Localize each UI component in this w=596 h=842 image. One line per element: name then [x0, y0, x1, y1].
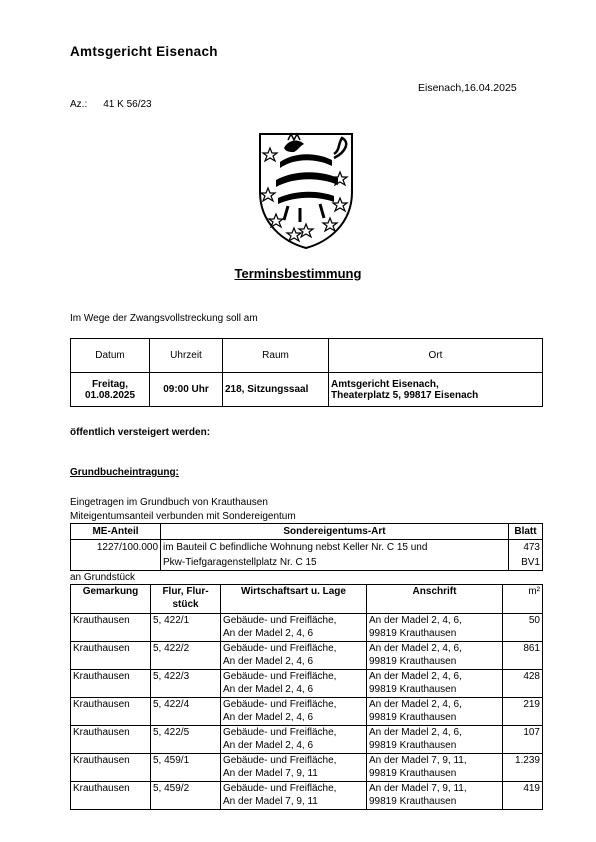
place-date: Eisenach,16.04.2025: [418, 82, 517, 94]
cell-anteil-empty: [71, 555, 161, 571]
cell-qm: 861: [503, 642, 543, 670]
table-row: [71, 614, 543, 642]
header-anschrift: Anschrift: [367, 585, 503, 614]
header-uhrzeit: Uhrzeit: [150, 339, 223, 373]
cell-wirtschaftsart: Gebäude- und Freifläche, An der Madel 7, 9, 11: [221, 754, 367, 782]
header-ort: Ort: [329, 339, 543, 373]
cell-wirtschaftsart: Gebäude- und Freifläche, An der Madel 7, 9, 11: [221, 782, 367, 810]
cell-flur: 5, 459/2: [151, 782, 221, 810]
cell-blatt-line1: 473: [509, 540, 543, 556]
intro-text: Im Wege der Zwangsvollstreckung soll am: [70, 313, 258, 324]
table-row: [71, 754, 543, 782]
table-row: [71, 782, 543, 810]
cell-anschrift: An der Madel 2, 4, 6, 99819 Krauthausen: [367, 642, 503, 670]
co-ownership-table: [70, 523, 543, 571]
document-title: Terminsbestimmung: [234, 266, 362, 281]
grundstueck-header-row: [71, 585, 543, 614]
cell-blatt-line2: BV1: [509, 555, 543, 571]
cell-qm: 219: [503, 698, 543, 726]
header-blatt: Blatt: [509, 524, 543, 540]
cell-anschrift: An der Madel 7, 9, 11, 99819 Krauthausen: [367, 782, 503, 810]
cell-qm: 107: [503, 726, 543, 754]
termin-row: [71, 373, 543, 407]
table-row: [71, 726, 543, 754]
cell-anschrift: An der Madel 2, 4, 6, 99819 Krauthausen: [367, 698, 503, 726]
cell-ort: Amtsgericht Eisenach, Theaterplatz 5, 99817 Eisenach: [329, 373, 543, 407]
termin-table: [70, 338, 543, 407]
cell-qm: 1.239: [503, 754, 543, 782]
co-ownership-row: [71, 540, 543, 556]
cell-qm: 419: [503, 782, 543, 810]
table-row: [71, 642, 543, 670]
co-ownership-header-row: [71, 524, 543, 540]
cell-gemarkung: Krauthausen: [71, 670, 151, 698]
cell-flur: 5, 422/5: [151, 726, 221, 754]
file-reference-label: Az.:: [70, 99, 88, 110]
header-sondereigentum: Sondereigentums-Art: [161, 524, 509, 540]
cell-flur: 5, 459/1: [151, 754, 221, 782]
file-reference-number: 41 K 56/23: [103, 99, 152, 110]
cell-wirtschaftsart: Gebäude- und Freifläche, An der Madel 2, 4, 6: [221, 726, 367, 754]
cell-anschrift: An der Madel 2, 4, 6, 99819 Krauthausen: [367, 670, 503, 698]
cell-gemarkung: Krauthausen: [71, 782, 151, 810]
cell-anschrift: An der Madel 2, 4, 6, 99819 Krauthausen: [367, 726, 503, 754]
thuringia-coat-of-arms-icon: [254, 128, 358, 250]
grundbuch-heading: Grundbucheintragung:: [70, 467, 179, 478]
cell-anschrift: An der Madel 2, 4, 6, 99819 Krauthausen: [367, 614, 503, 642]
cell-flur: 5, 422/3: [151, 670, 221, 698]
court-name: Amtsgericht Eisenach: [70, 44, 218, 59]
cell-wirtschaftsart: Gebäude- und Freifläche, An der Madel 2, 4, 6: [221, 642, 367, 670]
header-me-anteil: ME-Anteil: [71, 524, 161, 540]
cell-wirtschaftsart: Gebäude- und Freifläche, An der Madel 2, 4, 6: [221, 670, 367, 698]
header-gemarkung: Gemarkung: [71, 585, 151, 614]
grundbuch-entry-text: Eingetragen im Grundbuch von Krauthausen: [70, 497, 268, 508]
co-ownership-text: Miteigentumsanteil verbunden mit Sondereigentum: [70, 511, 296, 522]
cell-datum: Freitag, 01.08.2025: [71, 373, 150, 407]
table-row: [71, 698, 543, 726]
header-raum: Raum: [223, 339, 329, 373]
cell-uhrzeit: 09:00 Uhr: [150, 373, 223, 407]
cell-wirtschaftsart: Gebäude- und Freifläche, An der Madel 2, 4, 6: [221, 698, 367, 726]
cell-flur: 5, 422/2: [151, 642, 221, 670]
cell-flur: 5, 422/1: [151, 614, 221, 642]
cell-gemarkung: Krauthausen: [71, 726, 151, 754]
cell-raum: 218, Sitzungssaal: [223, 373, 329, 407]
grundstueck-table: [70, 584, 543, 810]
cell-art-line1: im Bauteil C befindliche Wohnung nebst Keller Nr. C 15 und: [161, 540, 509, 556]
cell-flur: 5, 422/4: [151, 698, 221, 726]
grundstueck-label: an Grundstück: [70, 572, 136, 583]
table-row: [71, 670, 543, 698]
grundstueck-table-body: [71, 614, 543, 810]
cell-gemarkung: Krauthausen: [71, 642, 151, 670]
cell-gemarkung: Krauthausen: [71, 754, 151, 782]
header-qm: m²: [503, 585, 543, 614]
cell-gemarkung: Krauthausen: [71, 698, 151, 726]
co-ownership-row-cont: [71, 555, 543, 571]
cell-gemarkung: Krauthausen: [71, 614, 151, 642]
auction-statement: öffentlich versteigert werden:: [70, 427, 211, 438]
cell-qm: 50: [503, 614, 543, 642]
cell-qm: 428: [503, 670, 543, 698]
cell-anschrift: An der Madel 7, 9, 11, 99819 Krauthausen: [367, 754, 503, 782]
header-flur: Flur, Flur- stück: [151, 585, 221, 614]
header-wirtschaftsart: Wirtschaftsart u. Lage: [221, 585, 367, 614]
header-datum: Datum: [71, 339, 150, 373]
termin-header-row: [71, 339, 543, 373]
cell-wirtschaftsart: Gebäude- und Freifläche, An der Madel 2, 4, 6: [221, 614, 367, 642]
file-reference: [70, 99, 152, 110]
cell-anteil: 1227/100.000: [71, 540, 161, 556]
cell-art-line2: Pkw-Tiefgaragenstellplatz Nr. C 15: [161, 555, 509, 571]
